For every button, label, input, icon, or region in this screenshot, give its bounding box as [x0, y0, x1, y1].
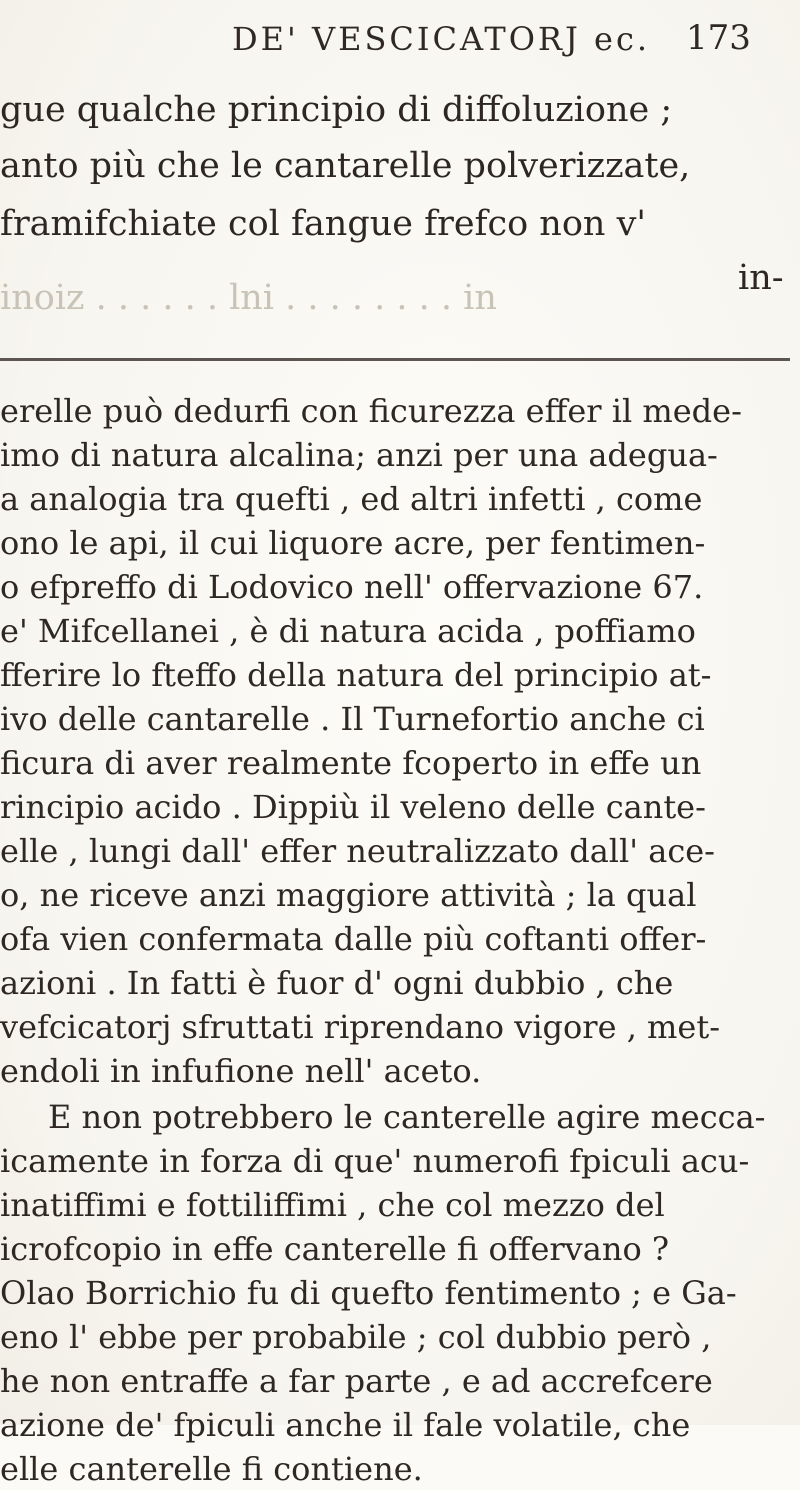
- text-line: gue qualche principio di diffoluzione ;: [0, 90, 673, 130]
- text-line: framifchiate col fangue frefco non v': [0, 204, 646, 244]
- section-divider: [0, 358, 790, 361]
- text-line: ofa vien confermata dalle più coftanti offer-: [0, 920, 707, 958]
- text-line: a analogia tra quefti , ed altri infetti , come: [0, 480, 703, 518]
- text-line: o, ne riceve anzi maggiore attività ; la qual: [0, 876, 697, 914]
- text-line: icrofcopio in effe canterelle fi offervano ?: [0, 1230, 670, 1268]
- text-line: ficura di aver realmente fcoperto in effe un: [0, 744, 702, 782]
- text-line: azione de' fpiculi anche il fale volatile, che: [0, 1406, 691, 1444]
- running-head-title: DE' VESCICATORJ ec.: [232, 20, 651, 58]
- text-line: o efpreffo di Lodovico nell' offervazione 67.: [0, 568, 704, 606]
- text-line: rincipio acido . Dippiù il veleno delle cante-: [0, 788, 706, 826]
- page-number: 173: [686, 18, 751, 58]
- text-line: ivo delle cantarelle . Il Turnefortio anche ci: [0, 700, 705, 738]
- text-line: imo di natura alcalina; anzi per una adegua-: [0, 436, 718, 474]
- text-line: elle , lungi dall' effer neutralizzato dall' ace-: [0, 832, 715, 870]
- text-line: Olao Borrichio fu di quefto fentimento ; e Ga-: [0, 1274, 737, 1312]
- text-line: eno l' ebbe per probabile ; col dubbio però ,: [0, 1318, 712, 1356]
- text-line: E non potrebbero le canterelle agire mecca-: [48, 1098, 766, 1136]
- text-line: azioni . In fatti è fuor d' ogni dubbio , che: [0, 964, 674, 1002]
- running-head: [0, 12, 800, 62]
- text-line: icamente in forza di que' numerofi fpiculi acu-: [0, 1142, 750, 1180]
- text-line: ono le api, il cui liquore acre, per fentimen-: [0, 524, 706, 562]
- text-line: in-: [738, 258, 784, 298]
- text-line: he non entraffe a far parte , e ad accrefcere: [0, 1362, 713, 1400]
- text-line: endoli in infufione nell' aceto.: [0, 1052, 482, 1090]
- text-line: e' Mifcellanei , è di natura acida , poffiamo: [0, 612, 696, 650]
- text-line: inatiffimi e fottiliffimi , che col mezzo del: [0, 1186, 665, 1224]
- text-line: elle canterelle fi contiene.: [0, 1450, 423, 1488]
- text-line: fferire lo fteffo della natura del principio at-: [0, 656, 712, 694]
- text-line: anto più che le cantarelle polverizzate,: [0, 146, 691, 186]
- text-line: vefcicatorj sfruttati riprendano vigore , met-: [0, 1008, 720, 1046]
- faint-bleed-through-line: inoiz . . . . . . lni . . . . . . . . in: [0, 278, 497, 318]
- text-line: erelle può dedurfi con ficurezza effer il mede-: [0, 392, 742, 430]
